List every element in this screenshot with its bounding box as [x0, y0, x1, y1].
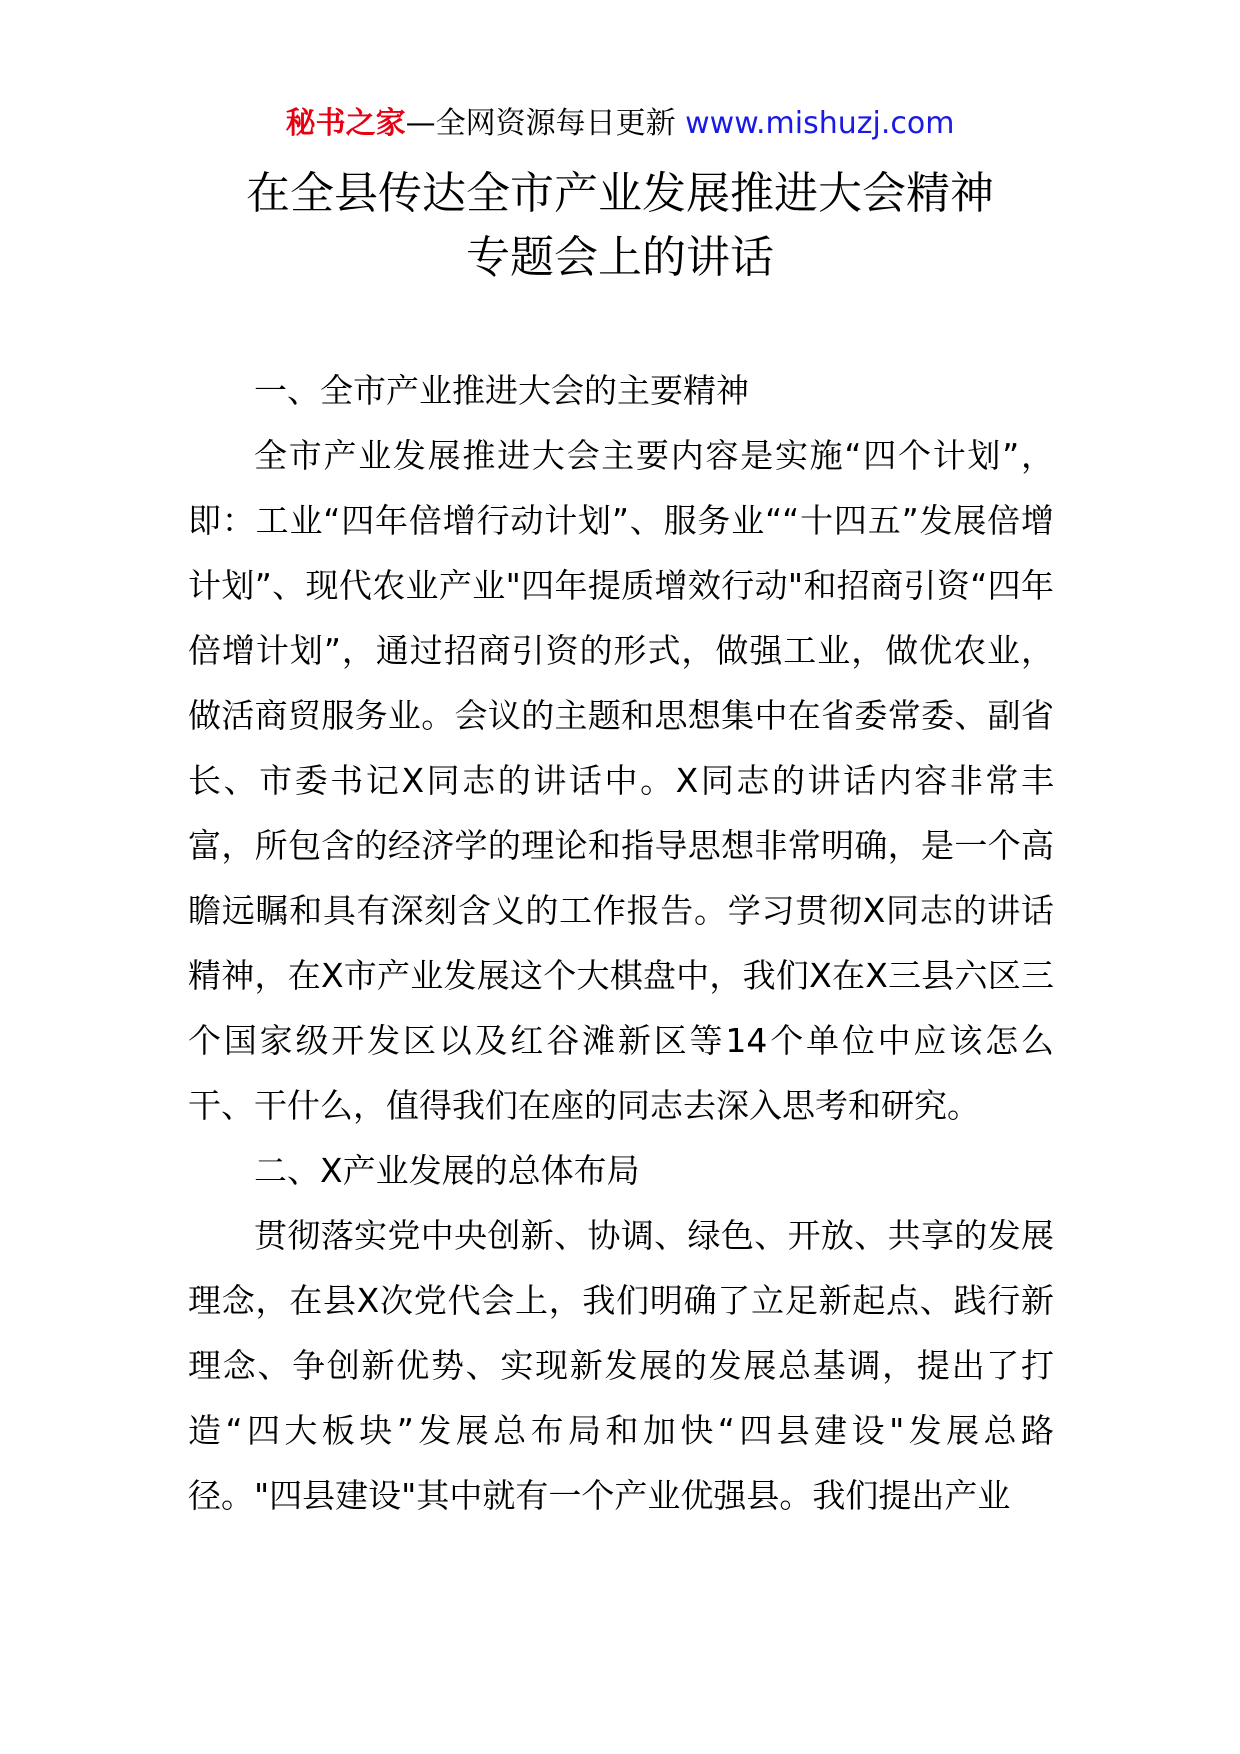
document-body: [188, 358, 1054, 1528]
section-2-paragraph: 贯彻落实党中央创新、协调、绿色、开放、共享的发展理念，在县X次党代会上，我们明确了立足新起点、践行新理念、争创新优势、实现新发展的发展总基调，提出了打造“四大板块”发展总布局和加快“四县建设"发展总路径。"四县建设"其中就有一个产业优强县。我们提出产业: [188, 1216, 1054, 1515]
brand-name: 秘书之家: [285, 106, 406, 141]
document-title: [0, 162, 1240, 290]
section-1-heading: 一、全市产业推进大会的主要精神: [254, 371, 749, 410]
section-1-paragraph: 全市产业发展推进大会主要内容是实施“四个计划”，即：工业“四年倍增行动计划”、服务业““十四五”发展倍增计划”、现代农业产业"四年提质增效行动"和招商引资“四年倍增计划”，通过招商引资的形式，做强工业，做优农业，做活商贸服务业。会议的主题和思想集中在省委常委、副省长、市委书记X同志的讲话中。X同志的讲话内容非常丰富，所包含的经济学的理论和指导思想非常明确，是一个高瞻远瞩和具有深刻含义的工作报告。学习贯彻X同志的讲话精神，在X市产业发展这个大棋盘中，我们X在X三县六区三个国家级开发区以及红谷滩新区等14个单位中应该怎么干、干什么，值得我们在座的同志去深入思考和研究。: [188, 436, 1054, 1125]
site-url-link[interactable]: www.mishuzj.com: [685, 106, 955, 141]
header-tagline: —全网资源每日更新: [405, 106, 686, 141]
title-line-2: 专题会上的讲话: [466, 232, 774, 283]
title-line-1: 在全县传达全市产业发展推进大会精神: [246, 168, 994, 219]
section-2-heading: 二、X产业发展的总体布局: [254, 1151, 640, 1190]
site-header: [0, 102, 1240, 146]
